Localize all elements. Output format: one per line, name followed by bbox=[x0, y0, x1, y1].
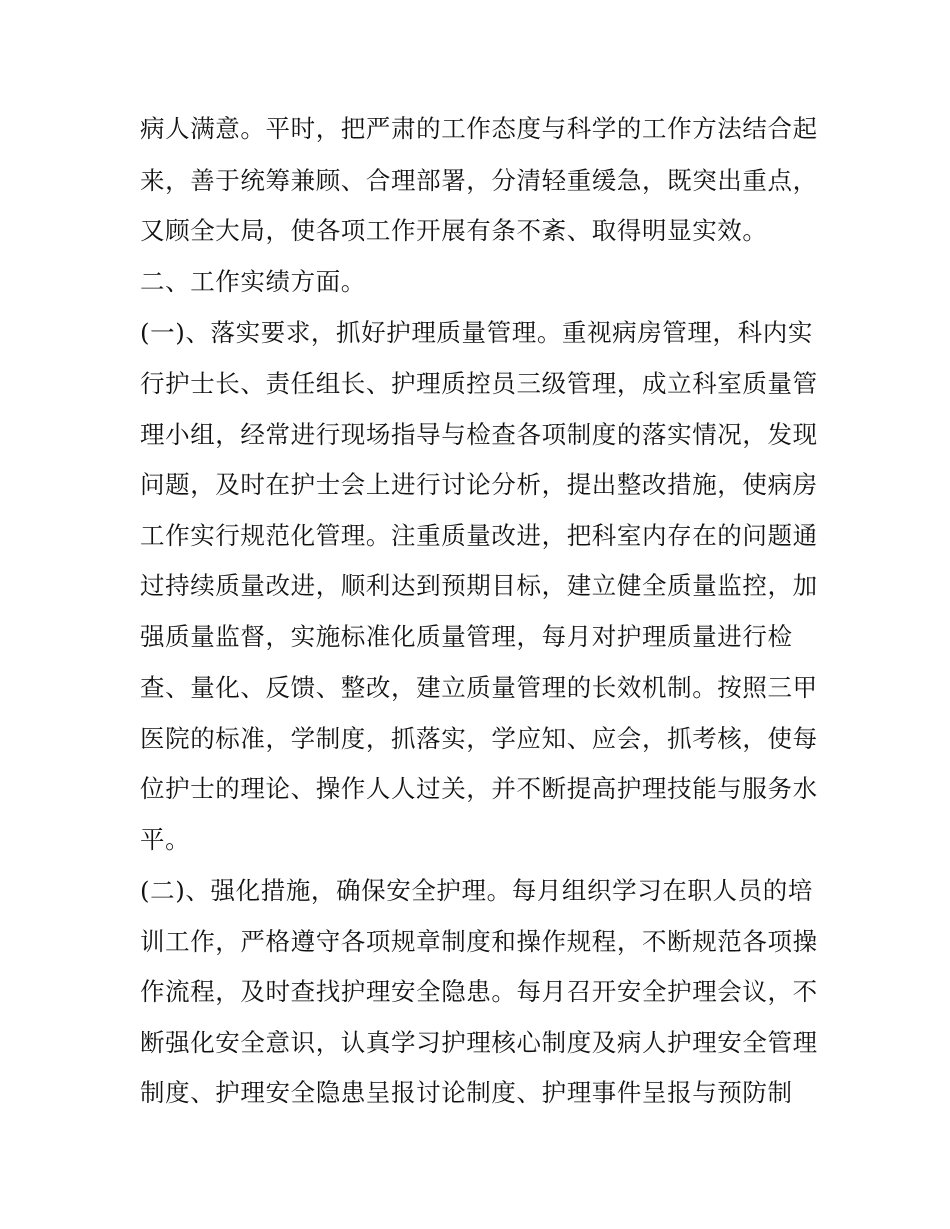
text-line: 强质量监督，实施标准化质量管理，每月对护理质量进行检 bbox=[140, 622, 793, 651]
text-line: 行护士长、责任组长、护理质控员三级管理，成立科室质量管 bbox=[140, 369, 818, 398]
text-line: 平。 bbox=[140, 825, 191, 854]
text-line: (一)、落实要求，抓好护理质量管理。重视病房管理，科内实 bbox=[140, 318, 813, 347]
text-line: 位护士的理论、操作人人过关，并不断提高护理技能与服务水 bbox=[140, 774, 818, 803]
text-line: 医院的标准，学制度，抓落实，学应知、应会，抓考核，使每 bbox=[140, 724, 818, 753]
text-line: 断强化安全意识，认真学习护理核心制度及病人护理安全管理 bbox=[140, 1028, 818, 1057]
text-line: 训工作，严格遵守各项规章制度和操作规程，不断规范各项操 bbox=[140, 927, 818, 956]
text-line: 制度、护理安全隐患呈报讨论制度、护理事件呈报与预防制 bbox=[140, 1078, 793, 1107]
text-line: 病人满意。平时，把严肃的工作态度与科学的工作方法结合起 bbox=[140, 114, 818, 143]
text-line: 查、量化、反馈、整改，建立质量管理的长效机制。按照三甲 bbox=[140, 673, 818, 702]
text-line: 来，善于统筹兼顾、合理部署，分清轻重缓急，既突出重点， bbox=[140, 166, 818, 195]
text-line: 过持续质量改进，顺利达到预期目标，建立健全质量监控，加 bbox=[140, 571, 818, 600]
text-line: 作流程，及时查找护理安全隐患。每月召开安全护理会议，不 bbox=[140, 977, 818, 1006]
text-line: (二)、强化措施，确保安全护理。每月组织学习在职人员的培 bbox=[140, 876, 813, 905]
text-line: 工作实行规范化管理。注重质量改进，把科室内存在的问题通 bbox=[140, 521, 818, 550]
text-line: 理小组，经常进行现场指导与检查各项制度的落实情况，发现 bbox=[140, 420, 818, 449]
section-heading: 二、工作实绩方面。 bbox=[140, 267, 366, 296]
text-line: 问题，及时在护士会上进行讨论分析，提出整改措施，使病房 bbox=[140, 470, 818, 499]
text-line: 又顾全大局，使各项工作开展有条不紊、取得明显实效。 bbox=[140, 216, 768, 245]
